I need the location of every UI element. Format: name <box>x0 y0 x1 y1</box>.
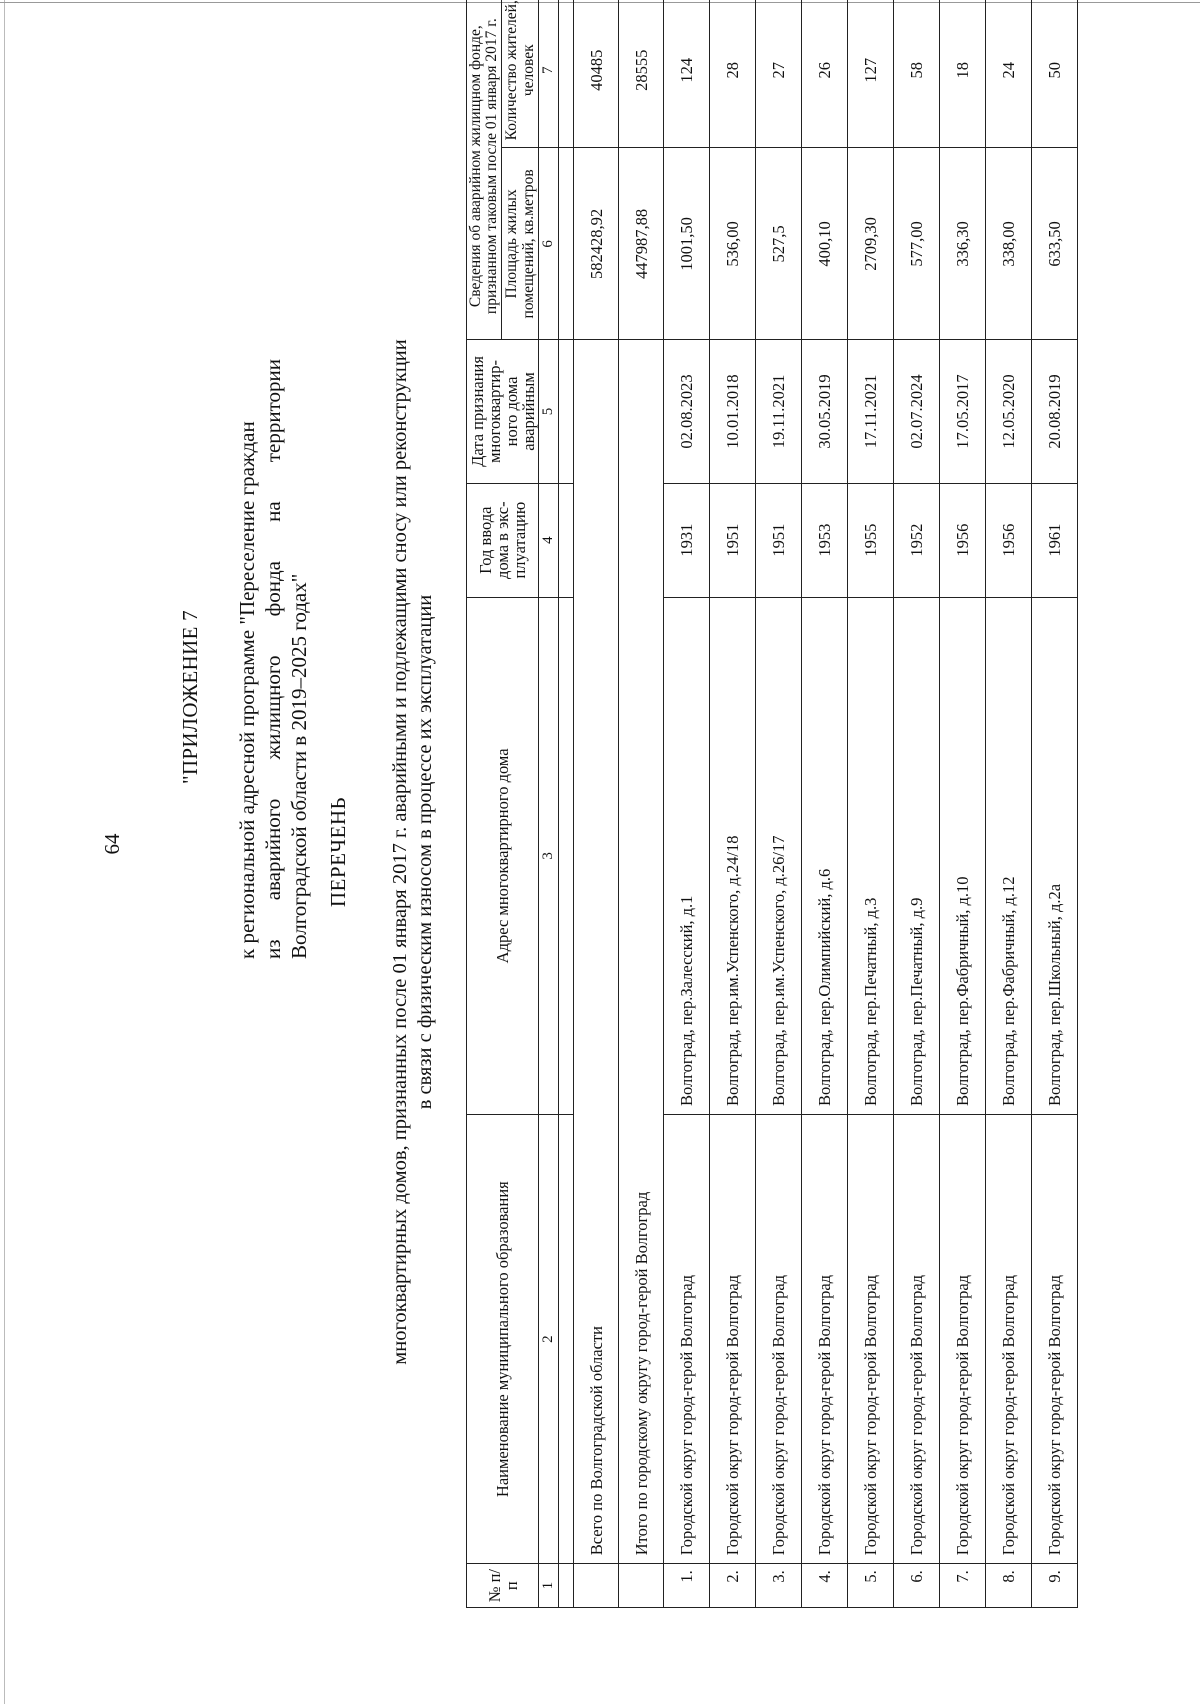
residents-cell: 124 <box>664 0 710 148</box>
row-number: 5. <box>848 1564 894 1608</box>
address-cell: Волгоград, пер.им.Успенского, д.26/17 <box>756 597 802 1114</box>
date-cell: 30.05.2019 <box>802 340 848 483</box>
subtitle-line: в связи с физическим износом в процессе их эксплуатации <box>414 594 436 1110</box>
header-group: Сведения об аварийном жилищном фонде, признанном таковым после 01 января 2017 г. <box>467 0 502 340</box>
appendix-title: "ПРИЛОЖЕНИЕ 7 <box>178 610 202 784</box>
total-residents: 40485 <box>574 0 619 148</box>
area-cell: 577,00 <box>894 148 940 340</box>
address-cell: Волгоград, пер.Фабричный, д.10 <box>940 597 986 1114</box>
residents-cell: 58 <box>894 0 940 148</box>
residents-cell: 127 <box>848 0 894 148</box>
date-cell: 17.05.2017 <box>940 340 986 483</box>
row-number: 9. <box>1032 1564 1078 1608</box>
total-label: Итого по городскому округу город-герой Волгоград <box>631 1191 651 1556</box>
page-number: 64 <box>100 833 124 855</box>
area-cell: 527,5 <box>756 148 802 340</box>
total-area: 582428,92 <box>574 148 619 340</box>
residents-cell: 50 <box>1032 0 1078 148</box>
row-number: 8. <box>986 1564 1032 1608</box>
row-number: 3. <box>756 1564 802 1608</box>
municipality-cell: Городской округ город-герой Волгоград <box>940 1115 986 1564</box>
column-number: 3 <box>539 597 559 1114</box>
header-residents: Количество жителей, человек <box>502 0 539 148</box>
date-cell: 20.08.2019 <box>1032 340 1078 483</box>
year-cell: 1952 <box>894 483 940 597</box>
column-number: 5 <box>539 340 559 483</box>
date-cell: 19.11.2021 <box>756 340 802 483</box>
date-cell: 17.11.2021 <box>848 340 894 483</box>
housing-registry-table <box>466 0 1078 1608</box>
header-row <box>467 0 502 1608</box>
address-cell: Волгоград, пер.Печатный, д.3 <box>848 597 894 1114</box>
year-cell: 1953 <box>802 483 848 597</box>
header-num: № п/п <box>467 1564 539 1608</box>
total-area: 447987,88 <box>619 148 664 340</box>
residents-cell: 24 <box>986 0 1032 148</box>
year-cell: 1956 <box>986 483 1032 597</box>
program-reference <box>234 359 312 959</box>
subtitle-line: многоквартирных домов, признанных после 01 января 2017 г. аварийными и подлежащими сносу или реконструкции <box>389 339 411 1365</box>
column-number: 2 <box>539 1115 559 1564</box>
spacer-row <box>559 0 574 1608</box>
municipality-cell: Городской округ город-герой Волгоград <box>756 1115 802 1564</box>
date-cell: 02.08.2023 <box>664 340 710 483</box>
total-label: Всего по Волгоградской области <box>586 1326 606 1556</box>
address-cell: Волгоград, пер.им.Успенского, д.24/18 <box>710 597 756 1114</box>
row-number: 2. <box>710 1564 756 1608</box>
column-number-row <box>539 0 559 1608</box>
date-cell: 12.05.2020 <box>986 340 1032 483</box>
municipality-cell: Городской округ город-герой Волгоград <box>1032 1115 1078 1564</box>
program-line: к региональной адресной программе "Переселение граждан <box>235 421 259 959</box>
program-line: Волгоградской области в 2019–2025 годах" <box>287 573 311 959</box>
address-cell: Волгоград, пер.Печатный, д.9 <box>894 597 940 1114</box>
address-cell: Волгоград, пер.Фабричный, д.12 <box>986 597 1032 1114</box>
table-row <box>756 0 802 1608</box>
header-address: Адрес многоквартирного дома <box>467 597 539 1114</box>
column-number: 6 <box>539 148 559 340</box>
date-cell: 02.07.2024 <box>894 340 940 483</box>
area-cell: 2709,30 <box>848 148 894 340</box>
row-number: 6. <box>894 1564 940 1608</box>
header-year: Год ввода дома в экс-плуатацию <box>467 483 539 597</box>
year-cell: 1931 <box>664 483 710 597</box>
year-cell: 1961 <box>1032 483 1078 597</box>
row-number: 7. <box>940 1564 986 1608</box>
registry-rows <box>664 0 1078 1608</box>
municipality-cell: Городской округ город-герой Волгоград <box>848 1115 894 1564</box>
table-row <box>710 0 756 1608</box>
program-line: из аварийного жилищного фонда на территории <box>261 359 285 959</box>
year-cell: 1951 <box>756 483 802 597</box>
table-row <box>894 0 940 1608</box>
total-row-region <box>574 0 619 1608</box>
list-title: ПЕРЕЧЕНЬ <box>326 796 350 908</box>
date-cell: 10.01.2018 <box>710 340 756 483</box>
table-row <box>848 0 894 1608</box>
area-cell: 400,10 <box>802 148 848 340</box>
table-row <box>1032 0 1078 1608</box>
column-number: 4 <box>539 483 559 597</box>
list-subtitle <box>388 100 438 1604</box>
address-cell: Волгоград, пер.Олимпийский, д.6 <box>802 597 848 1114</box>
total-residents: 28555 <box>619 0 664 148</box>
residents-cell: 26 <box>802 0 848 148</box>
municipality-cell: Городской округ город-герой Волгоград <box>802 1115 848 1564</box>
residents-cell: 28 <box>710 0 756 148</box>
header-municipality: Наименование муниципального образования <box>467 1115 539 1564</box>
table-row <box>664 0 710 1608</box>
year-cell: 1951 <box>710 483 756 597</box>
column-number: 7 <box>539 0 559 148</box>
year-cell: 1956 <box>940 483 986 597</box>
address-cell: Волгоград, пер.Школьный, д.2а <box>1032 597 1078 1114</box>
header-date: Дата признания многоквартир-ного дома аварийным <box>467 340 539 483</box>
municipality-cell: Городской округ город-герой Волгоград <box>710 1115 756 1564</box>
total-row-city <box>619 0 664 1608</box>
address-cell: Волгоград, пер.Залесский, д.1 <box>664 597 710 1114</box>
area-cell: 1001,50 <box>664 148 710 340</box>
area-cell: 536,00 <box>710 148 756 340</box>
table-row <box>940 0 986 1608</box>
year-cell: 1955 <box>848 483 894 597</box>
residents-cell: 27 <box>756 0 802 148</box>
table-row <box>802 0 848 1608</box>
area-cell: 336,30 <box>940 148 986 340</box>
row-number: 4. <box>802 1564 848 1608</box>
area-cell: 633,50 <box>1032 148 1078 340</box>
column-number: 1 <box>539 1564 559 1608</box>
area-cell: 338,00 <box>986 148 1032 340</box>
municipality-cell: Городской округ город-герой Волгоград <box>664 1115 710 1564</box>
municipality-cell: Городской округ город-герой Волгоград <box>986 1115 1032 1564</box>
residents-cell: 18 <box>940 0 986 148</box>
municipality-cell: Городской округ город-герой Волгоград <box>894 1115 940 1564</box>
header-area: Площадь жилых помещений, кв.метров <box>502 148 539 340</box>
row-number: 1. <box>664 1564 710 1608</box>
table-row <box>986 0 1032 1608</box>
